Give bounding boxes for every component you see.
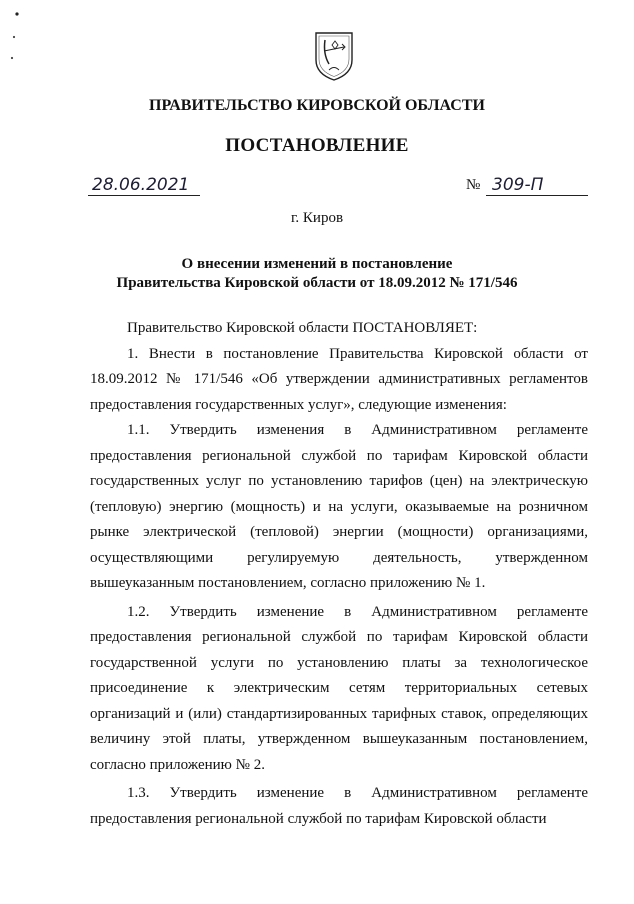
coat-of-arms-icon bbox=[313, 30, 355, 82]
document-body bbox=[90, 316, 588, 832]
clause-1-3: 1.3. Утвердить изменение в Административном регламенте предоставления региональной службой по тарифам Кировской области bbox=[90, 785, 588, 827]
subject-heading bbox=[0, 255, 634, 293]
government-name: ПРАВИТЕЛЬСТВО КИРОВСКОЙ ОБЛАСТИ bbox=[149, 97, 485, 114]
number-sign: № bbox=[466, 177, 481, 193]
clause-1: 1. Внести в постановление Правительства Кировской области от 18.09.2012 № 171/546 «Об утверждении административных регламентов предоставления государственных услуг», следующие изменения: bbox=[90, 345, 588, 413]
document-date: 28.06.2021 bbox=[92, 175, 190, 195]
subject-line-2: Правительства Кировской области от 18.09.2012 № 171/546 bbox=[116, 275, 518, 291]
city: г. Киров bbox=[290, 210, 344, 226]
document-number: 309-П bbox=[492, 175, 544, 195]
date-underline bbox=[88, 195, 200, 196]
number-underline bbox=[486, 195, 588, 196]
scan-marks bbox=[0, 0, 30, 70]
clause-1-2: 1.2. Утвердить изменение в Административном регламенте предоставления региональной службой по тарифам Кировской области государственной услуги по установлению платы за технологическое присоединение к электрическим сетям территориальных сетевых организаций и (или) стандартизированных тарифных ставок, определяющих величину этой платы, утвержденном вышеуказанным постановлением, согласно приложению № 2. bbox=[90, 603, 588, 773]
subject-line-1: О внесении изменений в постановление bbox=[181, 256, 453, 272]
document-type: ПОСТАНОВЛЕНИЕ bbox=[225, 135, 409, 156]
preamble: Правительство Кировской области ПОСТАНОВЛЯЕТ: bbox=[127, 320, 478, 336]
clause-1-1: 1.1. Утвердить изменения в Административном регламенте предоставления региональной службой по тарифам Кировской области государственных услуг по установлению тарифов (цен) на электрическую (тепловую) энергию (мощность) и на услуги, оказываемые на розничном рынке электрической (тепловой) энергии (мощности) организациями, осуществляющими регулируемую деятельность, утвержденном вышеуказанным постановлением, согласно приложению № 1. bbox=[90, 422, 588, 591]
